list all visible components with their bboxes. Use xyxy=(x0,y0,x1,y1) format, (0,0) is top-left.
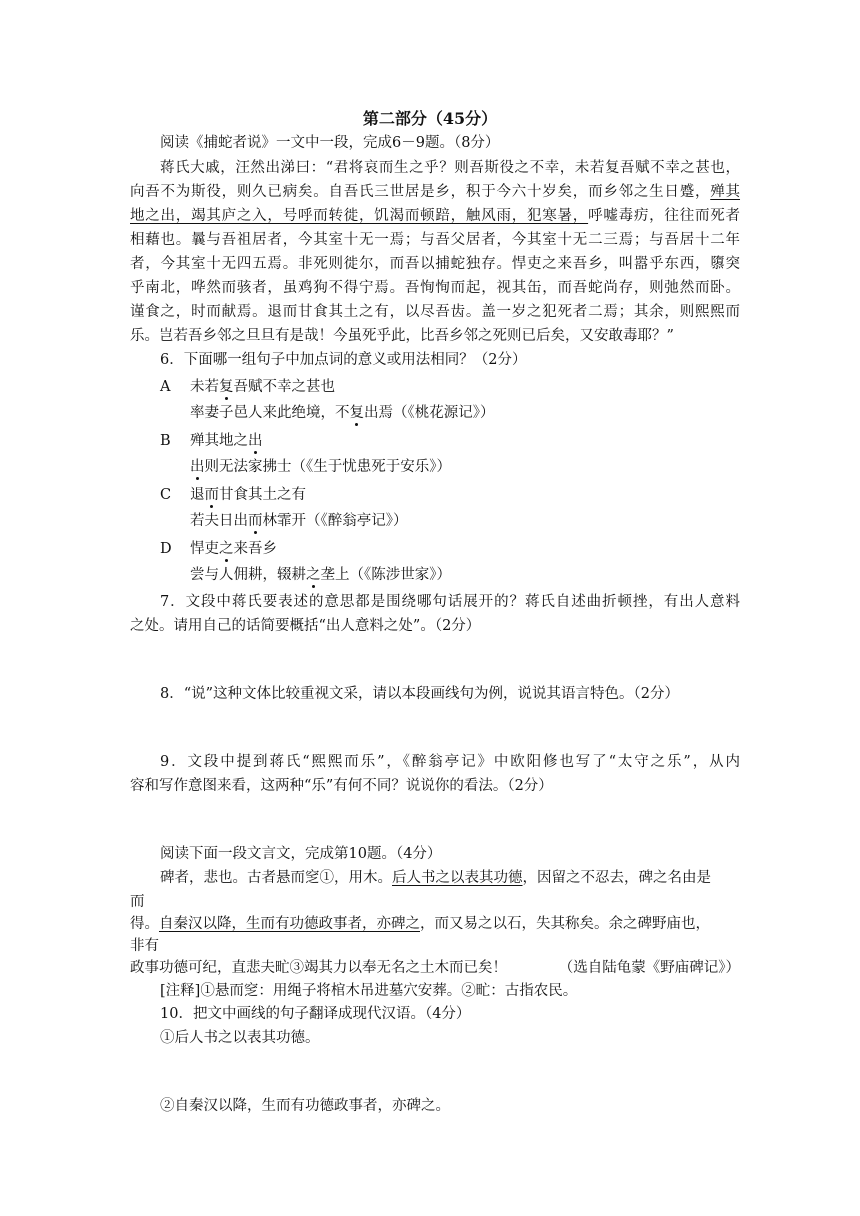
underlined-sentence: 殚其 xyxy=(710,184,741,200)
dotted-word: 之 xyxy=(306,567,321,583)
passage2-line3: 得。自秦汉以降，生而有功德政事者，亦碑之，而又易之以石，失其称矣。余之碑野庙也， xyxy=(130,916,710,932)
question-8: 8．“说”这种文体比较重视文采，请以本段画线句为例，说说其语言特色。（2分） xyxy=(160,686,680,702)
passage1-line3: 地之出，竭其庐之入，号呼而转徙，饥渴而顿踣，触风雨，犯寒暑，呼嘘毒疠，往往而死者 xyxy=(130,208,741,224)
passage2-line2: 而 xyxy=(130,894,145,910)
underlined-sentence: 后人书之以表其功德 xyxy=(392,870,523,886)
passage1-line7: 谨食之，时而献焉。退而甘食其土之有，以尽吾齿。盖一岁之犯死者二焉；其余，则熙熙而 xyxy=(130,304,740,320)
passage2-line5: 政事功德可纪，直悲夫甿③竭其力以奉无名之土木而已矣！ （选自陆龟蒙《野庙碑记》） xyxy=(130,957,740,979)
dotted-word: 复 xyxy=(349,405,364,421)
dotted-word: 之 xyxy=(219,541,234,557)
question-7-line2: 之处。请用自己的话简要概括“出人意料之处”。（2分） xyxy=(130,618,481,634)
underlined-sentence: 地之出，竭其庐之入，号呼而转徙，饥渴而顿踣，触风雨，犯寒暑， xyxy=(130,208,589,224)
question-9-line1: 9．文段中提到蒋氏“熙熙而乐”，《醉翁亭记》中欧阳修也写了“太守之乐”，从内 xyxy=(160,754,740,770)
passage1-line2: 向吾不为斯役，则久已病矣。自吾氏三世居是乡，积于今六十岁矣，而乡邻之生日蹙，殚其 xyxy=(130,184,741,200)
q6-option-c: C 退而甘食其土之有 xyxy=(160,487,306,503)
dotted-word: 出 xyxy=(190,459,205,475)
passage2-line1: 碑者，悲也。古者悬而窆①，用木。后人书之以表其功德，因留之不忍去，碑之名由是 xyxy=(160,870,711,886)
question-10-stem: 10．把文中画线的句子翻译成现代汉语。（4分） xyxy=(160,1006,471,1022)
question-6-stem: 6．下面哪一组句子中加点词的意义或用法相同？（2分） xyxy=(160,352,527,368)
reading-instruction-2: 阅读下面一段文言文，完成第10题。（4分） xyxy=(160,846,442,862)
dotted-word: 复 xyxy=(219,379,234,395)
reading-instruction-1: 阅读《捕蛇者说》一文中一段，完成6－9题。（8分） xyxy=(160,135,500,151)
q6-option-b-line2: 出则无法家拂士（《生于忧患死于安乐》） xyxy=(190,459,451,475)
passage1-line5: 者，今其室十无四五焉。非死则徙尔，而吾以捕蛇独存。悍吏之来吾乡，叫嚣乎东西，隳突 xyxy=(130,256,740,272)
dotted-word: 而 xyxy=(248,513,263,529)
underlined-sentence: 自秦汉以降，生而有功德政事者，亦碑之 xyxy=(159,916,420,932)
question-10-item2: ②自秦汉以降，生而有功德政事者，亦碑之。 xyxy=(160,1098,450,1114)
passage1-line6: 乎南北，哗然而骇者，虽鸡狗不得宁焉。吾恂恂而起，视其缶，而吾蛇尚存，则弛然而卧。 xyxy=(130,280,740,296)
question-10-item1: ①后人书之以表其功德。 xyxy=(160,1030,320,1046)
q6-option-a-line2: 率妻子邑人来此绝境，不复出焉（《桃花源记》） xyxy=(190,405,495,421)
q6-option-a: A 未若复吾赋不幸之甚也 xyxy=(160,379,335,395)
q6-option-d: D 悍吏之来吾乡 xyxy=(160,541,277,557)
q6-option-b: B 殚其地之出 xyxy=(160,433,263,449)
passage1-line4: 相藉也。曩与吾祖居者，今其室十无一焉；与吾父居者，今其室十无二三焉；与吾居十二年 xyxy=(130,232,740,248)
source-citation: （选自陆龟蒙《野庙碑记》） xyxy=(558,960,740,976)
passage1-line8: 乐。岂若吾乡邻之旦旦有是哉！今虽死乎此，比吾乡邻之死则已后矣，又安敢毒耶？” xyxy=(130,328,674,344)
dotted-word: 而 xyxy=(204,487,219,503)
passage1-line1: 蒋氏大戚，汪然出涕曰：“君将哀而生之乎？则吾斯役之不幸，未若复吾赋不幸之甚也， xyxy=(160,160,740,176)
dotted-word: 出 xyxy=(248,433,263,449)
q6-option-d-line2: 尝与人佣耕，辍耕之垄上（《陈涉世家》） xyxy=(190,567,451,583)
annotation-note: [注释]①悬而窆：用绳子将棺木吊进墓穴安葬。②甿：古指农民。 xyxy=(160,983,578,999)
question-7-line1: 7．文段中蒋氏要表述的意思都是围绕哪句话展开的？蒋氏自述曲折顿挫，有出人意料 xyxy=(160,594,740,610)
question-9-line2: 容和写作意图来看，这两种“乐”有何不同？说说你的看法。（2分） xyxy=(130,778,553,794)
q6-option-c-line2: 若夫日出而林霏开（《醉翁亭记》） xyxy=(190,513,408,529)
section-title: 第二部分（45分） xyxy=(362,109,498,128)
passage2-line4: 非有 xyxy=(130,938,159,954)
